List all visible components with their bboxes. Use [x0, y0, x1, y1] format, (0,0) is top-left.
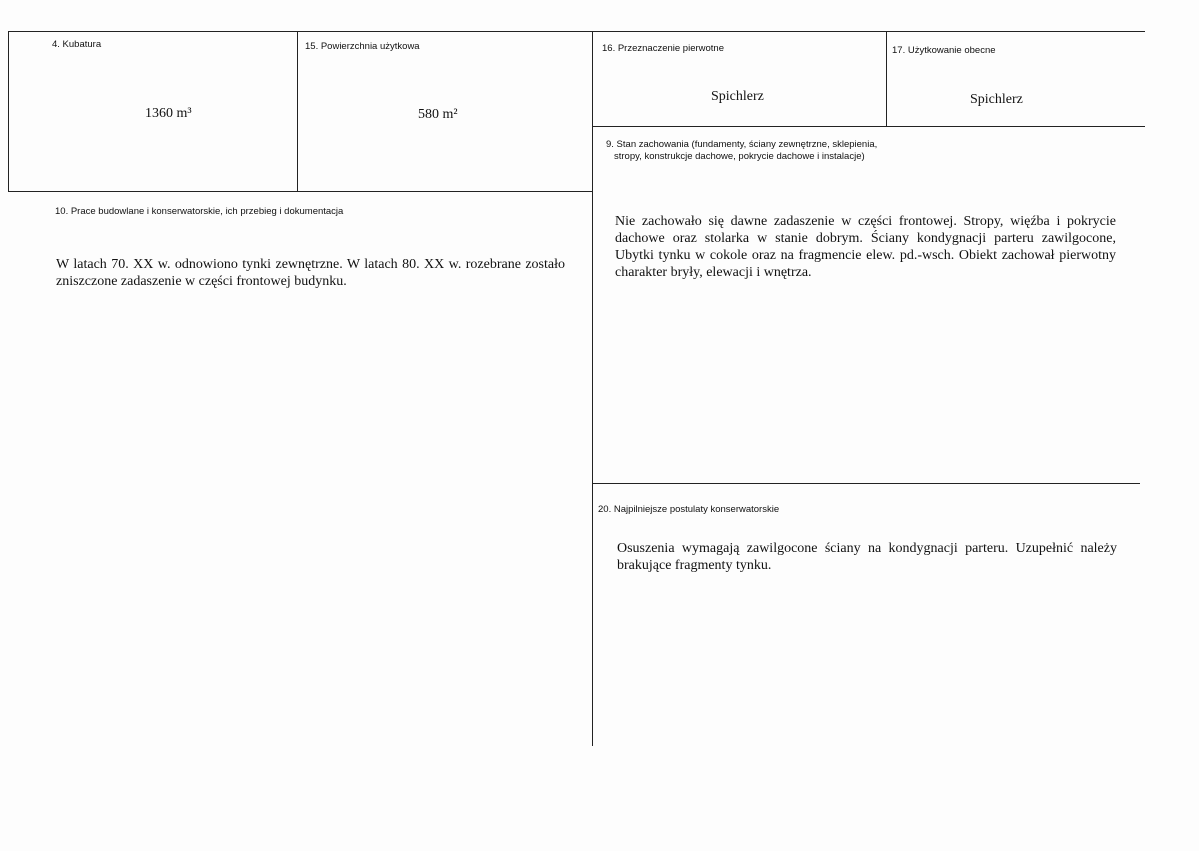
stan-value: Nie zachowało się dawne zadaszenie w części frontowej. Stropy, więźba i pokrycie dachowe oraz stolarka w stanie dobrym. Ściany kondygnacji parteru zawilgocone, Ubytki tynku w cokole oraz na fragmencie elew. pd.-wsch. Obiekt zachował pierwotny charakter bryły, elewacji i wnętrza. — [615, 214, 1116, 280]
prace-label: 10. Prace budowlane i konserwatorskie, ich przebieg i dokumentacja — [55, 206, 344, 217]
postulaty-value: Osuszenia wymagają zawilgocone ściany na kondygnacji parteru. Uzupełnić należy brakujące fragmenty tynku. — [617, 541, 1117, 573]
uzytkowanie-value: Spichlerz — [970, 92, 1023, 107]
przeznaczenie-value: Spichlerz — [711, 89, 764, 104]
center-divider-line — [592, 31, 593, 746]
powierzchnia-label: 15. Powierzchnia użytkowa — [305, 41, 420, 52]
przeznaczenie-label: 16. Przeznaczenie pierwotne — [602, 43, 724, 54]
kubatura-value: 1360 m³ — [145, 106, 192, 121]
stan-label-line2: stropy, konstrukcje dachowe, pokrycie dachowe i instalacje) — [614, 151, 865, 162]
top-border-line — [8, 31, 1145, 32]
powierzchnia-value: 580 m² — [418, 107, 458, 122]
row-divider-right-lower — [592, 483, 1140, 484]
left-border-line — [8, 31, 9, 191]
stan-label-line1: 9. Stan zachowania (fundamenty, ściany zewnętrzne, sklepienia, — [606, 139, 878, 150]
prace-value: W latach 70. XX w. odnowiono tynki zewnętrzne. W latach 80. XX w. rozebrane zostało zniszczone zadaszenie w części frontowej budynku. — [56, 257, 565, 289]
divider-kubatura-powierzchnia — [297, 31, 298, 191]
postulaty-label: 20. Najpilniejsze postulaty konserwatorskie — [598, 504, 780, 515]
divider-przeznaczenie-uzytkowanie — [886, 31, 887, 126]
kubatura-label: 4. Kubatura — [52, 39, 102, 50]
row-divider-left — [8, 191, 593, 192]
uzytkowanie-label: 17. Użytkowanie obecne — [892, 45, 996, 56]
row-divider-right-upper — [592, 126, 1145, 127]
